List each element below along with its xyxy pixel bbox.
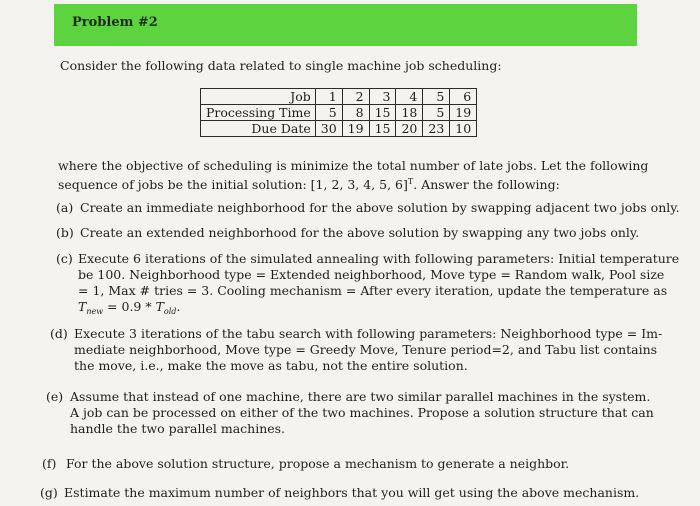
- table-cell: 19: [342, 121, 369, 137]
- objective-line: sequence of jobs be the initial solution: [1, 2, 3, 4, 5, 6]$^T$. Answer the following:: [58, 177, 560, 192]
- question-line: = 1, Max # tries = 3. Cooling mechanism = After every iteration, update the temperature as: [78, 283, 668, 298]
- table-cell: 5: [315, 105, 342, 121]
- question-label: (b): [56, 225, 74, 240]
- question-line: For the above solution structure, propose a mechanism to generate a neighbor.: [66, 456, 570, 471]
- table-cell: 3: [369, 89, 396, 105]
- question-line: Create an immediate neighborhood for the above solution by swapping adjacent two jobs only.: [80, 200, 680, 215]
- table-cell: 8: [342, 105, 369, 121]
- question-line: Assume that instead of one machine, there are two similar parallel machines in the system.: [70, 389, 651, 404]
- table-cell: 5: [423, 89, 450, 105]
- question-label: (g): [40, 485, 58, 500]
- question-line: Estimate the maximum number of neighbors that you will get using the above mechanism.: [64, 485, 640, 500]
- question-label: (a): [56, 200, 74, 215]
- table-cell: 10: [450, 121, 477, 137]
- table-cell: 19: [450, 105, 477, 121]
- table-row-due-date: [201, 121, 477, 137]
- table-cell: 4: [396, 89, 423, 105]
- question-line: handle the two parallel machines.: [70, 421, 286, 436]
- problem-title: Problem #2: [72, 15, 158, 30]
- table-row-label: Processing Time: [201, 105, 316, 121]
- table-cell: 23: [423, 121, 450, 137]
- cooling-formula: $T_{new} = 0.9 * T_{old}$.: [78, 299, 181, 316]
- table-cell: 20: [396, 121, 423, 137]
- table-cell: 6: [450, 89, 477, 105]
- job-data-table: [200, 88, 477, 137]
- objective-paragraph: [58, 158, 648, 193]
- objective-line: where the objective of scheduling is minimize the total number of late jobs. Let the following: [58, 158, 649, 173]
- question-label: (d): [50, 326, 68, 341]
- question-line: Execute 3 iterations of the tabu search with following parameters: Neighborhood type = Im-: [74, 326, 663, 341]
- table-cell: 5: [423, 105, 450, 121]
- question-label: (c): [56, 251, 73, 266]
- table-row-label: Due Date: [201, 121, 316, 137]
- table-row-job: [201, 89, 477, 105]
- question-line: A job can be processed on either of the two machines. Propose a solution structure that can: [70, 405, 654, 420]
- question-line: Create an extended neighborhood for the above solution by swapping any two jobs only.: [80, 225, 640, 240]
- question-line: the move, i.e., make the move as tabu, not the entire solution.: [74, 358, 468, 373]
- table-cell: 2: [342, 89, 369, 105]
- table-cell: 15: [369, 105, 396, 121]
- table-row-processing-time: [201, 105, 477, 121]
- intro-text: Consider the following data related to single machine job scheduling:: [60, 58, 502, 73]
- table-cell: 15: [369, 121, 396, 137]
- table-row-label: Job: [201, 89, 316, 105]
- question-line: be 100. Neighborhood type = Extended neighborhood, Move type = Random walk, Pool size: [78, 267, 665, 282]
- table-cell: 1: [315, 89, 342, 105]
- table-cell: 18: [396, 105, 423, 121]
- problem-header-bar: [54, 4, 637, 46]
- question-label: (f): [42, 456, 57, 471]
- table-cell: 30: [315, 121, 342, 137]
- question-label: (e): [46, 389, 64, 404]
- question-line: Execute 6 iterations of the simulated annealing with following parameters: Initial temperature: [78, 251, 680, 266]
- question-line: mediate neighborhood, Move type = Greedy Move, Tenure period=2, and Tabu list contains: [74, 342, 658, 357]
